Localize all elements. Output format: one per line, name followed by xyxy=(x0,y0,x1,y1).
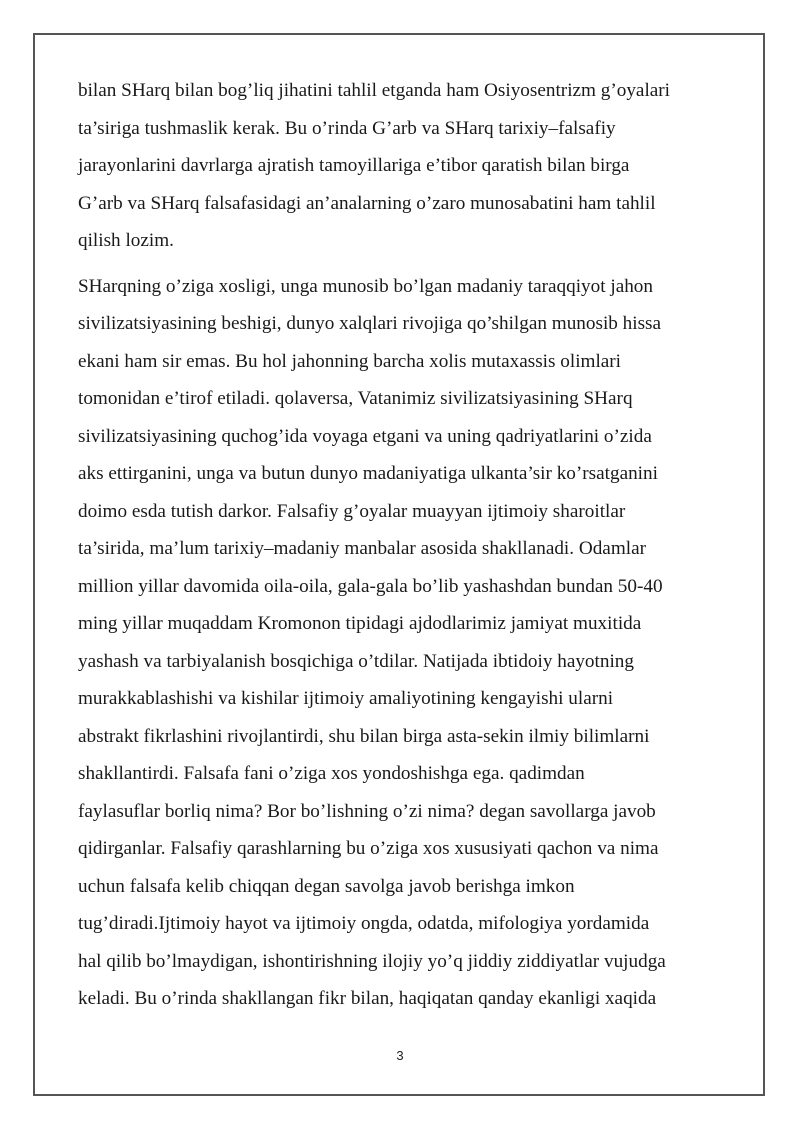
paragraph-2 xyxy=(78,268,743,1018)
text-line: hal qilib bo’lmaydigan, ishontirishning ilojiy yo’q jiddiy ziddiyatlar vujudga xyxy=(78,950,666,972)
text-line: qidirganlar. Falsafiy qarashlarning bu o’ziga xos xususiyati qachon va nima xyxy=(78,838,659,859)
document-body xyxy=(78,72,743,1018)
text-line: abstrakt fikrlashini rivojlantirdi, shu bilan birga asta-sekin ilmiy bilimlarni xyxy=(78,725,650,747)
text-line: ekani ham sir emas. Bu hol jahonning barcha xolis mutaxassis olimlari xyxy=(78,350,622,372)
text-line: bilan SHarq bilan bog’liq jihatini tahlil etganda ham Osiyosentrizm g’oyalari xyxy=(78,80,671,101)
text-line: qilish lozim. xyxy=(78,230,174,251)
text-line: G’arb va SHarq falsafasidagi an’analarning o’zaro munosabatini ham tahlil xyxy=(78,192,656,214)
text-line: murakkablashishi va kishilar ijtimoiy amaliyotining kengayishi ularni xyxy=(78,688,614,709)
text-line: SHarqning o’ziga xosligi, unga munosib bo’lgan madaniy taraqqiyot jahon xyxy=(78,275,653,297)
text-line: doimo esda tutish darkor. Falsafiy g’oyalar muayyan ijtimoiy sharoitlar xyxy=(78,500,626,522)
text-line: shakllantirdi. Falsafa fani o’ziga xos yondoshishga ega. qadimdan xyxy=(78,763,585,784)
text-line: sivilizatsiyasining quchog’ida voyaga etgani va uning qadriyatlarini o’zida xyxy=(78,425,652,447)
text-line: sivilizatsiyasining beshigi, dunyo xalqlari rivojiga qo’shilgan munosib hissa xyxy=(78,313,662,334)
text-line: aks ettirganini, unga va butun dunyo madaniyatiga ulkanta’sir ko’rsatganini xyxy=(78,463,658,484)
text-line: faylasuflar borliq nima? Bor bo’lishning o’zi nima? degan savollarga javob xyxy=(78,800,656,822)
text-line: tomonidan e’tirof etiladi. qolaversa, Vatanimiz sivilizatsiyasining SHarq xyxy=(78,388,633,409)
page-number: 3 xyxy=(396,1048,404,1063)
text-line: million yillar davomida oila-oila, gala-gala bo’lib yashashdan bundan 50-40 xyxy=(78,575,663,597)
text-line: ta’siriga tushmaslik kerak. Bu o’rinda G’arb va SHarq tarixiy–falsafiy xyxy=(78,117,616,139)
text-line: uchun falsafa kelib chiqqan degan savolga javob berishga imkon xyxy=(78,875,575,897)
text-line: tug’diradi.Ijtimoiy hayot va ijtimoiy ongda, odatda, mifologiya yordamida xyxy=(78,913,650,934)
text-line: yashash va tarbiyalanish bosqichiga o’tdilar. Natijada ibtidoiy hayotning xyxy=(78,650,634,672)
text-line: keladi. Bu o’rinda shakllangan fikr bilan, haqiqatan qanday ekanligi xaqida xyxy=(78,988,657,1009)
text-line: ming yillar muqaddam Kromonon tipidagi ajdodlarimiz jamiyat muxitida xyxy=(78,613,642,634)
paragraph-1 xyxy=(78,72,743,260)
text-line: jarayonlarini davrlarga ajratish tamoyillariga e’tibor qaratish bilan birga xyxy=(78,155,630,176)
text-line: ta’sirida, ma’lum tarixiy–madaniy manbalar asosida shakllanadi. Odamlar xyxy=(78,538,646,559)
